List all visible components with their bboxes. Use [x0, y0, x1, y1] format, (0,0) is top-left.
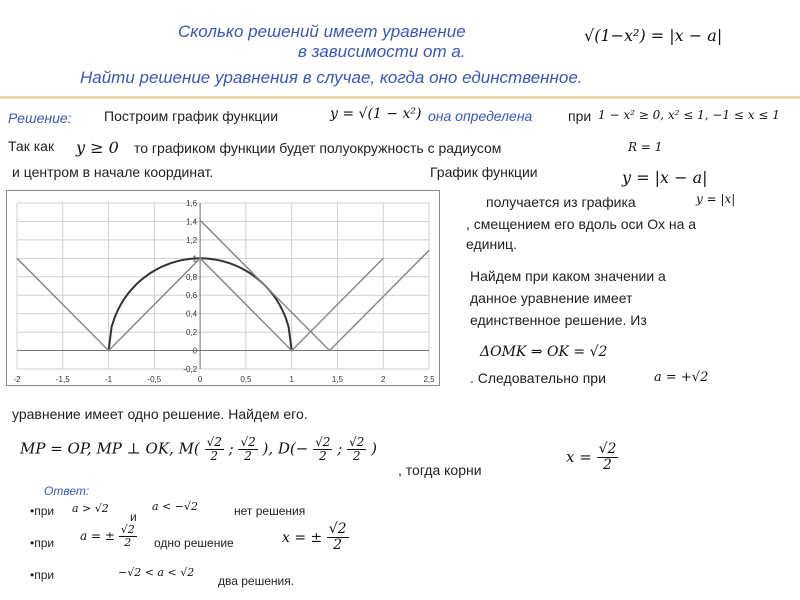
- abs-function: y = |x − a|: [622, 168, 708, 187]
- pri2-text: •при: [30, 536, 55, 550]
- mp-equation: MP = OP, MP ⊥ OK, M( $\frac{√2}{2}$ ; $\frac{√2}{2}$ ), D(− $\frac{√2}{2}$ ; $\frac{√2}{2}$ ): [20, 435, 377, 464]
- ona-text: она определена: [428, 108, 533, 124]
- y-condition: y ≥ 0: [76, 138, 119, 157]
- title-line2: в зависимости от а.: [298, 42, 466, 61]
- x-tick-label-5: 0,5: [240, 375, 252, 384]
- poluchaetsya-text: получается из графика: [486, 194, 636, 210]
- x-tick-label-6: 1: [289, 375, 294, 384]
- dva-resheniya-text: два решения.: [218, 574, 295, 588]
- naidem-line1: Найдем при каком значении а: [470, 268, 666, 284]
- y-tick-label-1: 0: [192, 346, 198, 356]
- triangle-relation: ΔOMK ⇒ OK = √2: [480, 344, 608, 360]
- y-tick-label-7: 1,2: [185, 235, 198, 245]
- cond1-a: a > √2: [72, 502, 109, 515]
- pri1-text: •при: [30, 504, 55, 518]
- title-line1: Сколько решений имеет уравнение: [178, 22, 466, 41]
- y-tick-label-5: 0,8: [185, 272, 198, 282]
- y-tick-label-6: 1: [192, 254, 198, 264]
- smescheniem-text: , смещением его вдоль оси Ох на а: [466, 216, 697, 232]
- x-tick-label-8: 2: [380, 375, 386, 384]
- func-definition: y = √(1 − x²): [330, 106, 422, 122]
- title-separator: [0, 96, 800, 99]
- net-resheniya-text: нет решения: [234, 504, 306, 518]
- i-text: и: [130, 510, 137, 524]
- frac-m-x: $\frac{√2}{2}$: [206, 435, 222, 464]
- frac-d-y: $\frac{√2}{2}$: [349, 435, 365, 464]
- cond3: −√2 < a < √2: [118, 566, 195, 579]
- pri-text: при: [568, 108, 592, 124]
- y-tick-label-0: -0,2: [183, 365, 198, 374]
- title-line3: Найти решение уравнения в случае, когда оно единственное.: [80, 68, 583, 87]
- x-tick-label-0: -2: [13, 375, 21, 384]
- otvet-label: Ответ:: [44, 484, 90, 498]
- edinic-text: единиц.: [466, 236, 517, 252]
- tak-kak-text: Так как: [8, 138, 55, 154]
- y-tick-label-2: 0,2: [185, 328, 198, 338]
- centrom-text: и центром в начале координат.: [12, 164, 214, 180]
- sledovatelno-text: . Следовательно при: [470, 370, 606, 386]
- pri3-text: •при: [30, 568, 55, 582]
- domain-condition: 1 − x² ≥ 0, x² ≤ 1, −1 ≤ x ≤ 1: [598, 108, 780, 122]
- frac-d-x: $\frac{√2}{2}$: [315, 435, 331, 464]
- x-tick-label-2: -1: [104, 375, 113, 384]
- x-tick-label-3: -0,5: [147, 375, 162, 384]
- y-tick-label-9: 1,6: [185, 199, 198, 208]
- mp-start: MP = OP, MP ⊥ OK, M(: [20, 439, 200, 458]
- y-tick-label-8: 1,4: [185, 217, 198, 227]
- reshenie-label: Решение:: [8, 110, 72, 126]
- naidem-line3: единственное решение. Из: [470, 312, 647, 328]
- to-grafikom-text: то графиком функции будет полуокружность с радиусом: [134, 140, 502, 156]
- y-tick-label-3: 0,4: [185, 309, 198, 319]
- frac-m-y: $\frac{√2}{2}$: [240, 435, 256, 464]
- naidem-line2: данное уравнение имеет: [470, 290, 633, 306]
- togda-korni-text: , тогда корни: [398, 462, 482, 478]
- radius: R = 1: [628, 140, 663, 154]
- x-tick-label-4: 0: [197, 375, 203, 384]
- x-tick-label-1: -1,5: [55, 375, 70, 384]
- x-tick-label-9: 2,5: [423, 375, 435, 384]
- grafik-funkcii-text: График функции: [430, 164, 538, 180]
- cond2-x: x = ± $\frac{√2}{2}$: [282, 521, 347, 554]
- postroim-text: Построим график функции: [104, 108, 279, 124]
- x-tick-label-7: 1,5: [331, 375, 344, 384]
- cond1-b: a < −√2: [152, 500, 198, 513]
- function-graph: [7, 191, 439, 385]
- cond2: a = ± $\frac{√2}{2}$: [80, 523, 135, 550]
- odno-reshenie-text: одно решение: [154, 536, 234, 550]
- y-tick-label-4: 0,6: [185, 291, 198, 301]
- uravnenie-imeet-text: уравнение имеет одно решение. Найдем его.: [12, 406, 308, 422]
- graph-panel: [6, 190, 440, 386]
- main-equation: √(1−x²) = |x − a|: [584, 26, 723, 45]
- root-x: x = $\frac{√2}{2}$: [566, 441, 617, 474]
- mp-mid: ), D(−: [262, 439, 309, 458]
- a-value: a = +√2: [654, 370, 709, 385]
- abs-base: y = |x|: [696, 192, 736, 206]
